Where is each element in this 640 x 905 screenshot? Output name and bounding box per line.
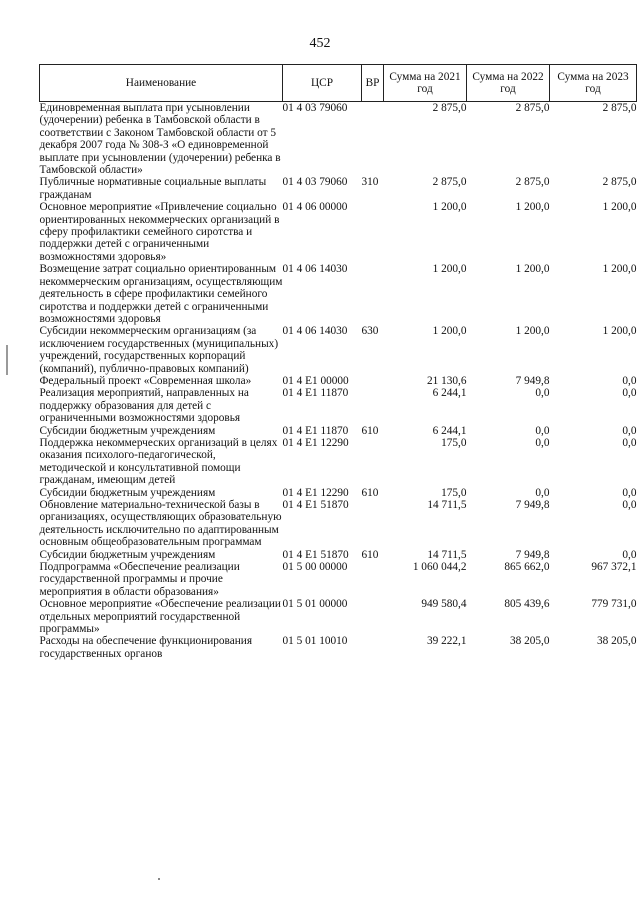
- table-row: [40, 635, 637, 660]
- cell-name: Расходы на обеспечение функционирования государственных органов: [39, 635, 253, 660]
- cell-name: Единовременная выплата при усыновлении (удочерении) ребенка в Тамбовской области в соответствии с Законом Тамбовской области от 5 декабря 2007 года № 308-З «О единовременной выплате при усыновлении (удочерении) ребенка в Тамбовской области»: [39, 102, 281, 177]
- cell-sum-2022: 0,0: [535, 387, 550, 400]
- table-row: [40, 499, 637, 549]
- cell-sum-2022: 1 200,0: [515, 325, 550, 338]
- cell-sum-2021: 949 580,4: [421, 598, 467, 611]
- table-row: [40, 176, 637, 201]
- cell-vr: [362, 437, 384, 487]
- cell-sum-2023: 0,0: [622, 424, 637, 437]
- cell-name: Поддержка некоммерческих организаций в целях оказания психолого-педагогической, методической и консультативной помощи гражданам, имеющим детей: [39, 436, 278, 487]
- cell-sum-2022: 0,0: [535, 424, 550, 437]
- cell-vr: [362, 635, 384, 660]
- cell-csr: 01 4 E1 00000: [282, 374, 349, 387]
- cell-sum-2023: 0,0: [622, 548, 637, 561]
- cell-sum-2023: 0,0: [622, 486, 637, 499]
- cell-csr: 01 4 E1 11870: [282, 387, 349, 400]
- cell-sum-2023: 1 200,0: [602, 263, 637, 276]
- cell-sum-2023: 2 875,0: [602, 102, 637, 114]
- cell-sum-2021: 1 200,0: [432, 325, 467, 338]
- cell-vr: [362, 499, 384, 549]
- table-row: [40, 325, 637, 375]
- cell-sum-2022: 7 949,8: [515, 499, 550, 511]
- cell-sum-2021: 2 875,0: [432, 176, 467, 189]
- cell-vr: [362, 598, 384, 635]
- cell-csr: 01 4 E1 12290: [282, 486, 349, 499]
- cell-csr: 01 4 06 14030: [282, 325, 348, 338]
- table-row: [40, 425, 637, 437]
- table-header-row: [40, 65, 637, 102]
- cell-csr: 01 4 E1 12290: [282, 436, 349, 449]
- cell-sum-2023: 0,0: [622, 436, 637, 449]
- cell-sum-2021: 1 200,0: [432, 263, 467, 276]
- cell-sum-2022: 1 200,0: [515, 263, 550, 276]
- cell-name: Субсидии некоммерческим организациям (за исключением государственных (муниципальных) учреждений, государственных корпораций (компаний), публично-правовых компаний): [39, 325, 279, 375]
- cell-name: Субсидии бюджетным учреждениям: [39, 486, 216, 499]
- cell-sum-2022: 38 205,0: [509, 635, 550, 648]
- cell-vr: [362, 561, 384, 598]
- table-row: [40, 387, 637, 424]
- scan-dot: [158, 878, 160, 880]
- cell-sum-2021: 2 875,0: [432, 102, 467, 114]
- table-row: [40, 487, 637, 499]
- cell-sum-2021: 21 130,6: [426, 374, 467, 387]
- cell-sum-2023: 0,0: [622, 387, 637, 400]
- scan-margin-mark: [6, 345, 8, 375]
- table-row: [40, 375, 637, 387]
- cell-name: Подпрограмма «Обеспечение реализации государственной программы и прочие мероприятия в области образования»: [39, 561, 240, 598]
- cell-csr: 01 5 01 00000: [282, 598, 348, 611]
- header-csr: ЦСР: [283, 65, 362, 102]
- table-row: [40, 201, 637, 263]
- cell-vr: 610: [361, 424, 379, 437]
- header-sum-2023: Сумма на 2023 год: [550, 65, 637, 102]
- cell-csr: 01 4 E1 11870: [282, 424, 349, 437]
- cell-name: Субсидии бюджетным учреждениям: [39, 424, 216, 437]
- table-row: [40, 549, 637, 561]
- table-body: [40, 102, 637, 661]
- cell-csr: 01 5 01 10010: [282, 635, 348, 648]
- cell-csr: 01 4 03 79060: [282, 102, 348, 114]
- cell-sum-2021: 14 711,5: [427, 499, 467, 511]
- header-sum-2022: Сумма на 2022 год: [467, 65, 550, 102]
- header-sum-2021: Сумма на 2021 год: [384, 65, 467, 102]
- cell-sum-2021: 1 200,0: [432, 201, 467, 214]
- cell-sum-2021: 14 711,5: [427, 548, 467, 561]
- cell-vr: 610: [361, 548, 379, 561]
- cell-csr: 01 4 06 00000: [282, 201, 348, 214]
- cell-name: Основное мероприятие «Обеспечение реализации отдельных мероприятий государственной программы»: [39, 598, 281, 636]
- cell-vr: [362, 201, 384, 263]
- cell-vr: [362, 375, 384, 387]
- cell-csr: 01 4 E1 51870: [282, 499, 349, 511]
- cell-sum-2021: 6 244,1: [432, 387, 467, 400]
- cell-sum-2023: 1 200,0: [602, 201, 637, 214]
- cell-sum-2021: 175,0: [441, 486, 467, 499]
- cell-name: Возмещение затрат социально ориентированным некоммерческим организациям, осуществляющим деятельность в сфере профилактики семейного сиротства и поддержки детей с ограниченными возможностями здоровья: [39, 263, 283, 325]
- table-row: [40, 437, 637, 487]
- cell-vr: 630: [361, 325, 379, 338]
- cell-csr: 01 5 00 00000: [282, 561, 348, 574]
- cell-sum-2022: 2 875,0: [515, 102, 550, 114]
- cell-sum-2023: 0,0: [622, 374, 637, 387]
- cell-sum-2022: 1 200,0: [515, 201, 550, 214]
- cell-sum-2022: 7 949,8: [515, 374, 550, 387]
- cell-vr: 310: [361, 176, 379, 189]
- cell-csr: 01 4 06 14030: [282, 263, 348, 276]
- cell-name: Основное мероприятие «Привлечение социально ориентированных некоммерческих организаций в сферу профилактики семейного сиротства и поддержки детей с ограниченными возможностями здоровья»: [39, 201, 280, 263]
- cell-sum-2023: 1 200,0: [602, 325, 637, 338]
- cell-csr: 01 4 03 79060: [282, 176, 348, 189]
- table-row: [40, 102, 637, 177]
- table-row: [40, 561, 637, 598]
- cell-name: Обновление материально-технической базы в организациях, осуществляющих образовательную деятельность исключительно по адаптированным основным общеобразовательным программам: [39, 499, 282, 549]
- table-row: [40, 598, 637, 635]
- header-vr: ВР: [362, 65, 384, 102]
- cell-name: Публичные нормативные социальные выплаты гражданам: [39, 176, 267, 201]
- cell-sum-2023: 0,0: [622, 499, 637, 511]
- cell-csr: 01 4 E1 51870: [282, 548, 349, 561]
- cell-sum-2023: 38 205,0: [596, 635, 637, 648]
- cell-sum-2023: 779 731,0: [591, 598, 637, 611]
- cell-sum-2022: 0,0: [535, 486, 550, 499]
- table-row: [40, 263, 637, 325]
- cell-name: Реализация мероприятий, направленных на поддержку образования для детей с ограниченными возможностями здоровья: [39, 387, 249, 425]
- cell-sum-2023: 2 875,0: [602, 176, 637, 189]
- cell-vr: [362, 387, 384, 424]
- budget-table: [39, 64, 637, 660]
- cell-sum-2021: 1 060 044,2: [412, 561, 467, 574]
- cell-sum-2022: 0,0: [535, 436, 550, 449]
- cell-vr: [362, 102, 384, 177]
- cell-name: Федеральный проект «Современная школа»: [39, 374, 252, 387]
- cell-sum-2021: 175,0: [441, 436, 467, 449]
- cell-sum-2021: 6 244,1: [432, 424, 467, 437]
- cell-sum-2022: 865 662,0: [504, 561, 550, 574]
- cell-sum-2022: 2 875,0: [515, 176, 550, 189]
- cell-vr: [362, 263, 384, 325]
- cell-sum-2023: 967 372,1: [591, 561, 637, 574]
- header-name: Наименование: [40, 65, 283, 102]
- cell-vr: 610: [361, 486, 379, 499]
- cell-sum-2022: 7 949,8: [515, 548, 550, 561]
- cell-name: Субсидии бюджетным учреждениям: [39, 548, 216, 561]
- cell-sum-2021: 39 222,1: [426, 635, 467, 648]
- cell-sum-2022: 805 439,6: [504, 598, 550, 611]
- page-number: 452: [309, 36, 331, 51]
